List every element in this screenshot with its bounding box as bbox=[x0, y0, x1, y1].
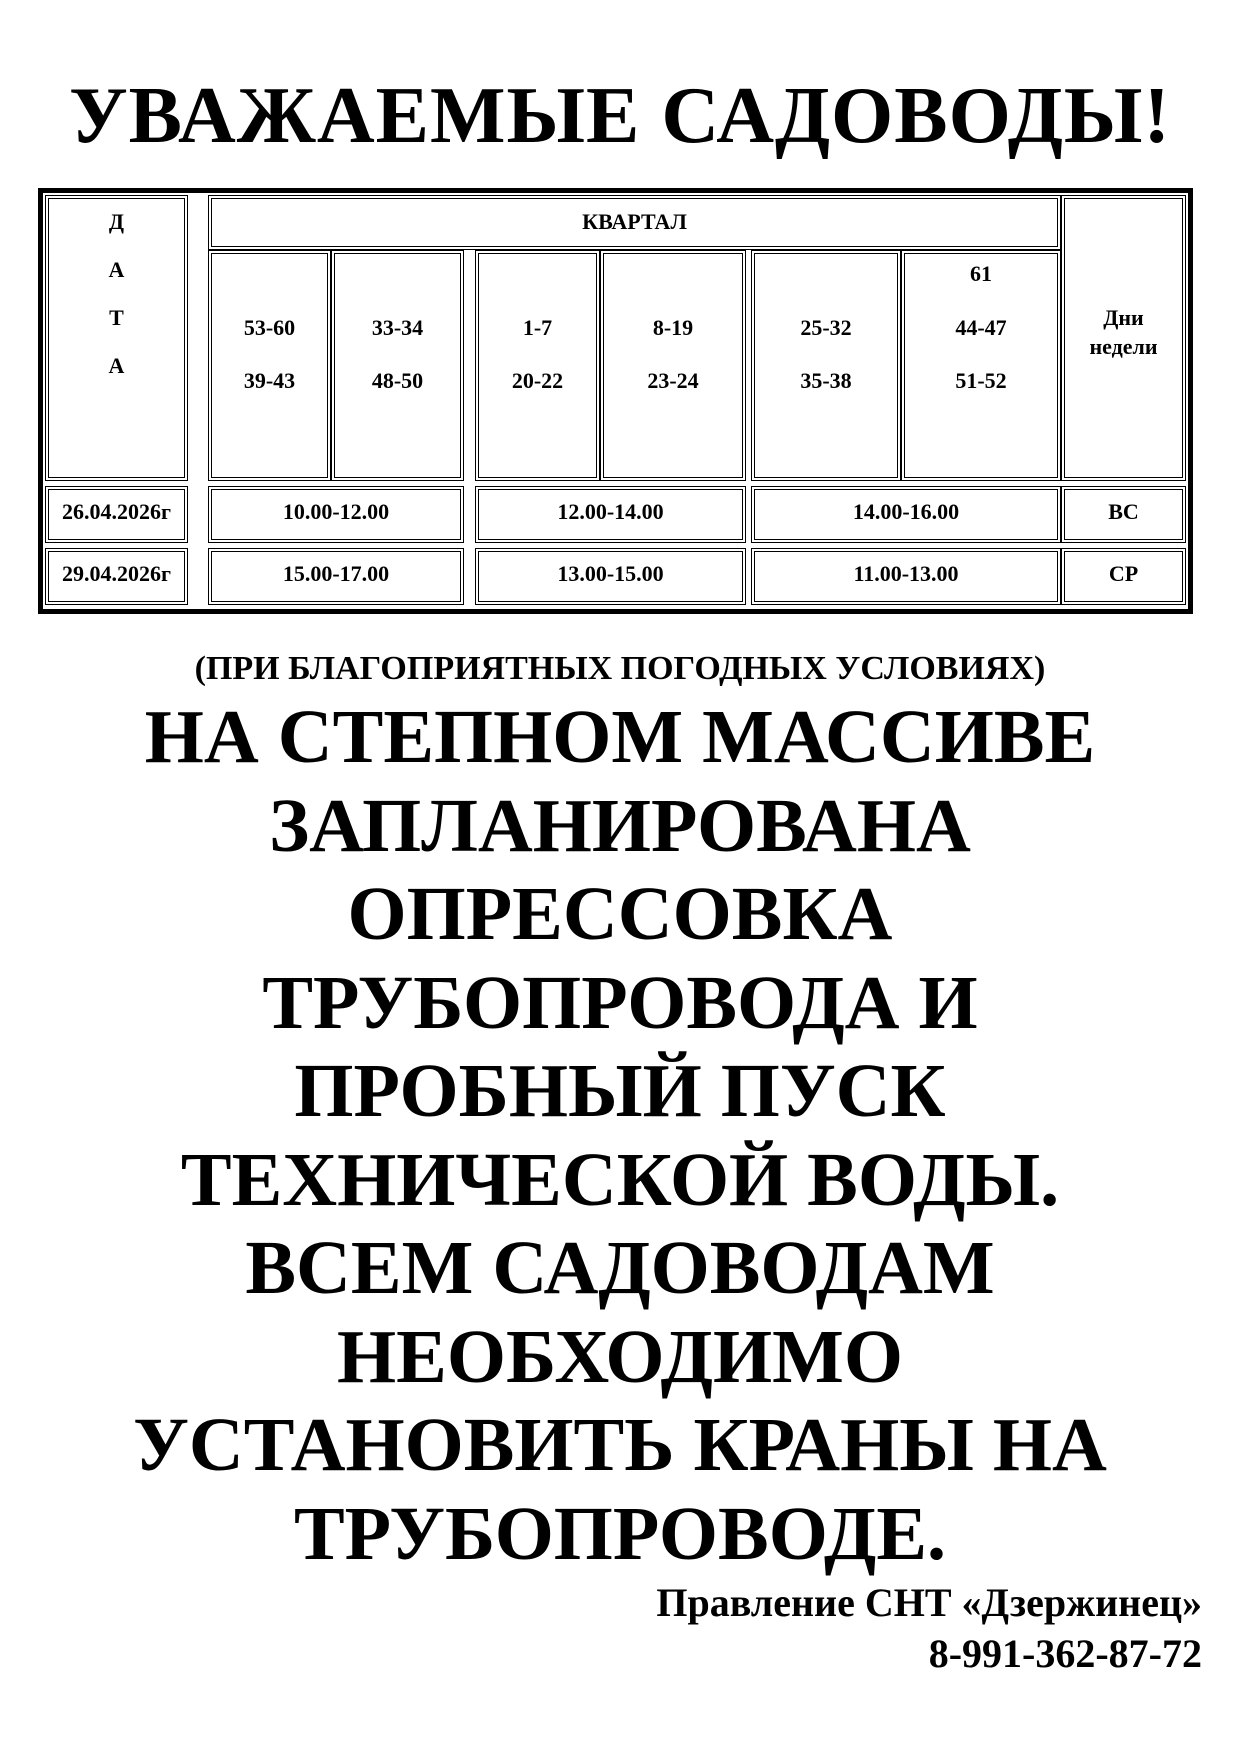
schedule-table bbox=[38, 188, 1193, 614]
day-value: ВС bbox=[1108, 499, 1139, 524]
announcement-line: ТРУБОПРОВОДЕ. bbox=[293, 1491, 947, 1576]
table-row-day bbox=[1061, 486, 1186, 543]
quarter-range: 61 bbox=[970, 261, 992, 286]
weather-note: (ПРИ БЛАГОПРИЯТНЫХ ПОГОДНЫХ УСЛОВИЯХ) bbox=[194, 650, 1046, 687]
quarter-column bbox=[600, 250, 746, 481]
quarter-range: 33-34 bbox=[371, 315, 424, 340]
time-slot: 10.00-12.00 bbox=[282, 499, 390, 524]
announcement-line: ПРОБНЫЙ ПУСК bbox=[294, 1049, 946, 1133]
table-row-slot bbox=[751, 486, 1061, 543]
date-header-letter: А bbox=[108, 353, 125, 378]
quarter-range: 35-38 bbox=[800, 368, 852, 393]
quarter-range: 20-22 bbox=[511, 368, 564, 393]
quarter-column bbox=[208, 250, 331, 481]
quarter-range: 25-32 bbox=[800, 315, 852, 340]
quarter-column bbox=[331, 250, 464, 481]
days-header-line: недели bbox=[1089, 334, 1158, 359]
date-header-letter: А bbox=[108, 257, 125, 282]
quarter-range: 39-43 bbox=[243, 368, 296, 393]
table-row-slot bbox=[208, 548, 464, 605]
date-header-letter: Д bbox=[108, 209, 125, 234]
time-slot: 14.00-16.00 bbox=[852, 499, 960, 524]
quarter-range: 48-50 bbox=[371, 368, 424, 393]
table-row-slot bbox=[208, 486, 464, 543]
announcement-line: НЕОБХОДИМО bbox=[337, 1314, 903, 1399]
announcement-line: ОПРЕССОВКА bbox=[347, 872, 893, 956]
quarter-column bbox=[901, 250, 1061, 481]
quarter-range: 51-52 bbox=[955, 368, 1007, 393]
kvartal-header-label: КВАРТАЛ bbox=[582, 209, 687, 234]
time-slot: 15.00-17.00 bbox=[282, 561, 390, 586]
phone-number: 8-991-362-87-72 bbox=[928, 1631, 1202, 1676]
quarter-range: 53-60 bbox=[243, 315, 296, 340]
quarter-range: 23-24 bbox=[647, 368, 699, 393]
announcement-line: ТЕХНИЧЕСКОЙ ВОДЫ. bbox=[180, 1137, 1060, 1222]
announcement-body bbox=[0, 693, 1240, 1578]
signature: Правление СНТ «Дзержинец» bbox=[656, 1580, 1202, 1625]
announcement-line: ЗАПЛАНИРОВАНА bbox=[269, 783, 971, 868]
quarter-column bbox=[475, 250, 600, 481]
date-value: 26.04.2026г bbox=[62, 499, 171, 524]
announcement-line: УСТАНОВИТЬ КРАНЫ НА bbox=[133, 1403, 1107, 1487]
table-row-day bbox=[1061, 548, 1186, 605]
date-header-cell bbox=[45, 195, 188, 481]
kvartal-header-cell bbox=[208, 195, 1061, 250]
table-row-slot bbox=[751, 548, 1061, 605]
quarter-column bbox=[751, 250, 901, 481]
table-row-date bbox=[45, 548, 188, 605]
date-value: 29.04.2026г bbox=[62, 561, 171, 586]
table-row-slot bbox=[475, 548, 746, 605]
time-slot: 12.00-14.00 bbox=[557, 499, 664, 524]
table-row-date bbox=[45, 486, 188, 543]
table-row-slot bbox=[475, 486, 746, 543]
quarter-range: 1-7 bbox=[522, 315, 553, 340]
announcement-line: ВСЕМ САДОВОДАМ bbox=[245, 1226, 995, 1310]
date-header-letter: Т bbox=[109, 305, 124, 330]
time-slot: 13.00-15.00 bbox=[557, 561, 664, 586]
time-slot: 11.00-13.00 bbox=[853, 561, 959, 586]
announcement-line: ТРУБОПРОВОДА И bbox=[262, 960, 978, 1045]
quarter-range: 44-47 bbox=[955, 315, 1007, 340]
day-value: СР bbox=[1108, 561, 1139, 586]
page-title: УВАЖАЕМЫЕ САДОВОДЫ! bbox=[68, 72, 1172, 160]
announcement-line: НА СТЕПНОМ МАССИВЕ bbox=[144, 695, 1096, 779]
days-header-cell bbox=[1061, 195, 1186, 481]
days-header-line: Дни bbox=[1103, 305, 1144, 330]
quarter-range: 8-19 bbox=[652, 315, 694, 340]
